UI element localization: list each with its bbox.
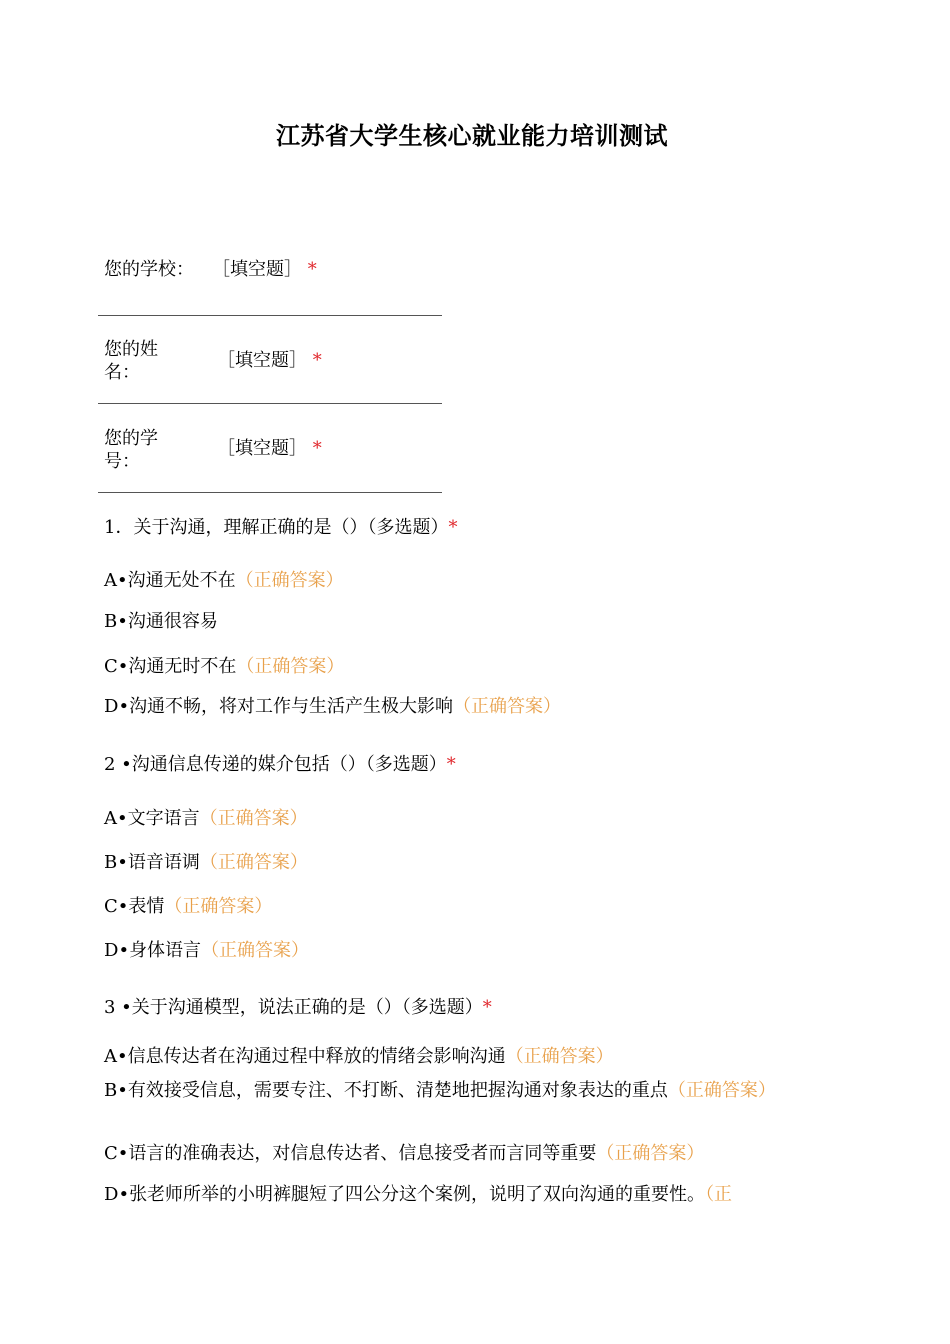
option-1b[interactable]: B•沟通很容易 — [104, 611, 218, 632]
option-1d[interactable]: D•沟通不畅，将对工作与生活产生极大影响（正确答案） — [104, 696, 562, 717]
question-number: 2 — [104, 754, 116, 775]
option-3b[interactable]: B•有效接受信息，需要专注、不打断、清楚地把握沟通对象表达的重点（正确答案） — [104, 1080, 776, 1101]
field-type-tag: ［填空题］ — [217, 350, 307, 371]
correct-answer-mark: （正确答案） — [199, 852, 308, 873]
question-text: 关于沟通，理解正确的是（）（多选题） — [133, 517, 449, 538]
field-name-label: 您的姓名： — [104, 339, 158, 383]
option-2c[interactable]: C•表情（正确答案） — [104, 896, 273, 917]
option-letter: D — [104, 940, 119, 961]
option-text: 沟通无处不在 — [127, 570, 236, 591]
answer-line[interactable] — [98, 492, 442, 493]
field-name-type — [217, 349, 322, 372]
required-asterisk: * — [482, 997, 492, 1018]
field-student-id — [104, 427, 168, 473]
option-letter: A — [104, 808, 117, 829]
option-letter: D — [104, 1184, 119, 1205]
field-type-tag: ［填空题］ — [217, 438, 307, 459]
option-2a[interactable]: A•文字语言（正确答案） — [104, 808, 308, 829]
correct-answer-mark: （正确答案） — [236, 656, 345, 677]
option-letter: B — [104, 1080, 118, 1101]
correct-answer-mark: （正确答案） — [235, 570, 344, 591]
answer-line[interactable] — [98, 315, 442, 316]
option-letter: C — [104, 896, 118, 917]
correct-answer-mark: （正确答案） — [201, 940, 310, 961]
option-text: 沟通很容易 — [127, 611, 218, 632]
option-text: 信息传达者在沟通过程中释放的情绪会影响沟通 — [127, 1046, 506, 1067]
option-text: 有效接受信息，需要专注、不打断、清楚地把握沟通对象表达的重点 — [127, 1080, 668, 1101]
question-1: 1．关于沟通，理解正确的是（）（多选题）* — [104, 517, 458, 538]
option-3c[interactable]: C•语言的准确表达，对信息传达者、信息接受者而言同等重要（正确答案） — [104, 1143, 705, 1164]
document-title: 江苏省大学生核心就业能力培训测试 — [276, 122, 668, 150]
option-letter: D — [104, 696, 119, 717]
option-3a[interactable]: A•信息传达者在沟通过程中释放的情绪会影响沟通（正确答案） — [104, 1046, 614, 1067]
answer-line[interactable] — [98, 403, 442, 404]
field-school — [104, 258, 194, 281]
field-student-id-label: 您的学号： — [104, 428, 158, 472]
question-number: 3 — [104, 997, 116, 1018]
question-text: 关于沟通模型，说法正确的是（）（多选题） — [131, 997, 483, 1018]
option-1c[interactable]: C•沟通无时不在（正确答案） — [104, 656, 345, 677]
required-asterisk: * — [312, 350, 322, 371]
correct-answer-mark: （正确答案） — [667, 1080, 776, 1101]
question-2: 2 •沟通信息传递的媒介包括（）（多选题）* — [104, 754, 456, 775]
option-text: 语音语调 — [127, 852, 200, 873]
field-name — [104, 338, 168, 384]
field-school-label: 您的学校： — [104, 259, 194, 280]
question-3: 3 •关于沟通模型，说法正确的是（）（多选题）* — [104, 997, 492, 1018]
option-letter: B — [104, 852, 118, 873]
option-2b[interactable]: B•语音语调（正确答案） — [104, 852, 308, 873]
question-text: 沟通信息传递的媒介包括（）（多选题） — [131, 754, 447, 775]
required-asterisk: * — [446, 754, 456, 775]
option-letter: C — [104, 1143, 118, 1164]
option-text: 沟通不畅，将对工作与生活产生极大影响 — [129, 696, 454, 717]
option-letter: A — [104, 570, 117, 591]
correct-answer-mark: （正确答案） — [505, 1046, 614, 1067]
option-text: 身体语言 — [129, 940, 202, 961]
option-text: 张老师所举的小明裤腿短了四公分这个案例，说明了双向沟通的重要性。 — [129, 1184, 706, 1205]
option-text: 沟通无时不在 — [128, 656, 237, 677]
required-asterisk: * — [312, 438, 322, 459]
field-school-type — [212, 258, 317, 281]
option-letter: A — [104, 1046, 117, 1067]
correct-answer-mark: （正确答案） — [164, 896, 273, 917]
correct-answer-mark: （正确答案） — [596, 1143, 705, 1164]
option-2d[interactable]: D•身体语言（正确答案） — [104, 940, 310, 961]
correct-answer-mark: （正确答案） — [453, 696, 562, 717]
correct-answer-mark: （正确答案） — [199, 808, 308, 829]
option-3d[interactable]: D•张老师所举的小明裤腿短了四公分这个案例，说明了双向沟通的重要性。（正 — [104, 1184, 733, 1205]
option-text: 文字语言 — [127, 808, 200, 829]
field-student-id-type — [217, 437, 322, 460]
option-letter: B — [104, 611, 118, 632]
correct-answer-mark-truncated: （正 — [705, 1184, 733, 1205]
question-number: 1 — [104, 517, 116, 538]
option-text: 语言的准确表达，对信息传达者、信息接受者而言同等重要 — [128, 1143, 597, 1164]
option-text: 表情 — [128, 896, 165, 917]
field-type-tag: ［填空题］ — [212, 259, 302, 280]
required-asterisk: * — [307, 259, 317, 280]
option-1a[interactable]: A•沟通无处不在（正确答案） — [104, 570, 344, 591]
required-asterisk: * — [448, 517, 458, 538]
option-letter: C — [104, 656, 118, 677]
